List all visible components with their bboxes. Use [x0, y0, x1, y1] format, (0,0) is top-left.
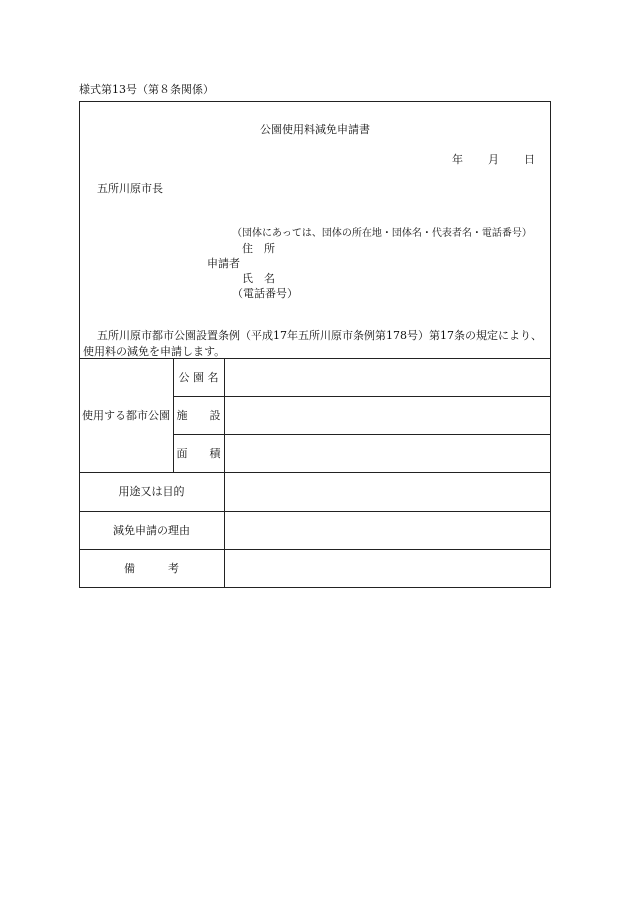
body-line-2: 使用料の減免を申請します。: [83, 345, 226, 358]
form-title: 公園使用料減免申請書: [260, 123, 370, 136]
body-line-1: 五所川原市都市公園設置条例（平成17年五所川原市条例第178号）第17条の規定により、: [97, 329, 542, 342]
park-group-label: [79, 358, 173, 472]
purpose-value[interactable]: [225, 473, 550, 511]
remarks-label: 備 考: [124, 562, 179, 575]
date-month-label: 月: [488, 153, 499, 166]
purpose-label: 用途又は目的: [118, 485, 185, 498]
area-label: 面 積: [176, 446, 221, 460]
date-day-label: 日: [524, 153, 535, 166]
facility-cell: [173, 396, 224, 434]
applicant-note: （団体にあっては、団体の所在地・団体名・代表者名・電話番号）: [232, 228, 532, 239]
reason-value[interactable]: [225, 512, 550, 549]
purpose-cell: [79, 472, 224, 511]
area-value[interactable]: [225, 435, 550, 472]
remarks-value[interactable]: [225, 550, 550, 587]
name-label: 氏 名: [242, 272, 275, 285]
facility-label: 施 設: [176, 408, 221, 422]
reason-cell: [79, 511, 224, 549]
area-cell: [173, 434, 224, 472]
reason-label: 減免申請の理由: [113, 523, 190, 537]
applicant-label: 申請者: [207, 257, 240, 270]
park-name-cell: [173, 358, 224, 396]
park-name-label: 公 園 名: [178, 370, 219, 384]
park-group-label-line2: 都市公園: [126, 408, 170, 422]
park-group-label-line1: 使用する: [82, 408, 126, 422]
remarks-cell: [79, 549, 224, 588]
phone-label: （電話番号）: [232, 287, 298, 300]
date-year-label: 年: [452, 153, 463, 166]
form-id: 様式第13号（第８条関係）: [79, 83, 214, 96]
address-label: 住 所: [242, 242, 275, 255]
addressee: 五所川原市長: [97, 182, 163, 195]
facility-value[interactable]: [225, 397, 550, 434]
park-name-value[interactable]: [225, 359, 550, 396]
